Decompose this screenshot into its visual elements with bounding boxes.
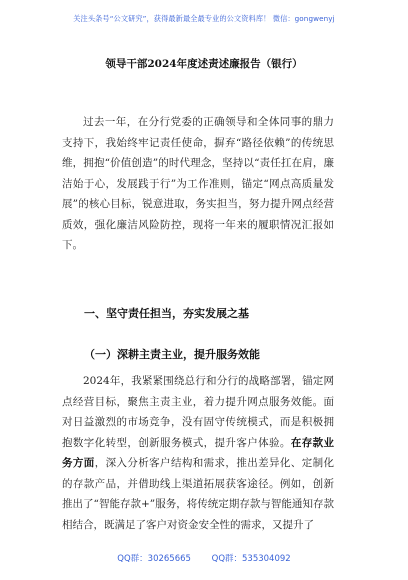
footer-contact bbox=[0, 552, 408, 564]
subsection-heading-1: （一）深耕主责主业，提升服务效能 bbox=[84, 348, 260, 361]
paragraph-text: ，深入分析客户结构和需求，推出差异化、定制化的存款产品，并借助线上渠道拓展获客途径。例如，创新推出了“智能存款+”服务，将传统定期存款与智能通知存款相结合，既满足了客户对资金安全性的需求，又提升了 bbox=[62, 457, 334, 531]
footer-qq-1: QQ群：30265665 bbox=[117, 554, 191, 564]
footer-qq-2: QQ群：535304092 bbox=[211, 554, 291, 564]
document-title: 领导干部2024年度述责述廉报告（银行） bbox=[105, 58, 303, 70]
header-promo-text: 关注头条号“公文研究”，获得最新最全最专业的公文资料库！ 微信：gongwenyj bbox=[73, 14, 335, 23]
bold-phrase: 在存款业务方面 bbox=[62, 436, 334, 469]
body-paragraph-2 bbox=[62, 371, 334, 535]
intro-paragraph: 过去一年，在分行党委的正确领导和全体同事的鼎力支持下，我始终牢记责任使命，摒弃“路径依赖”的传统思维，拥抱“价值创造”的时代理念，坚持以“责任扛在肩，廉洁始于心，发展践于行”为工作准则，锚定“网点高质量发展”的核心目标，锐意进取，务实担当，努力提升网点经营质效，强化廉洁风险防控，现将一年来的履职情况汇报如下。 bbox=[62, 116, 334, 251]
section-heading-1: 一、坚守责任担当，夯实发展之基 bbox=[84, 307, 249, 320]
paragraph-text: 2024年，我紧紧围绕总行和分行的战略部署，锚定网点经营目标，聚焦主责主业，着力提升网点服务效能。面对日益激烈的市场竞争，没有固守传统模式，而是积极拥抱数字化转型，创新服务模式，提升客户体验。 bbox=[62, 375, 334, 449]
